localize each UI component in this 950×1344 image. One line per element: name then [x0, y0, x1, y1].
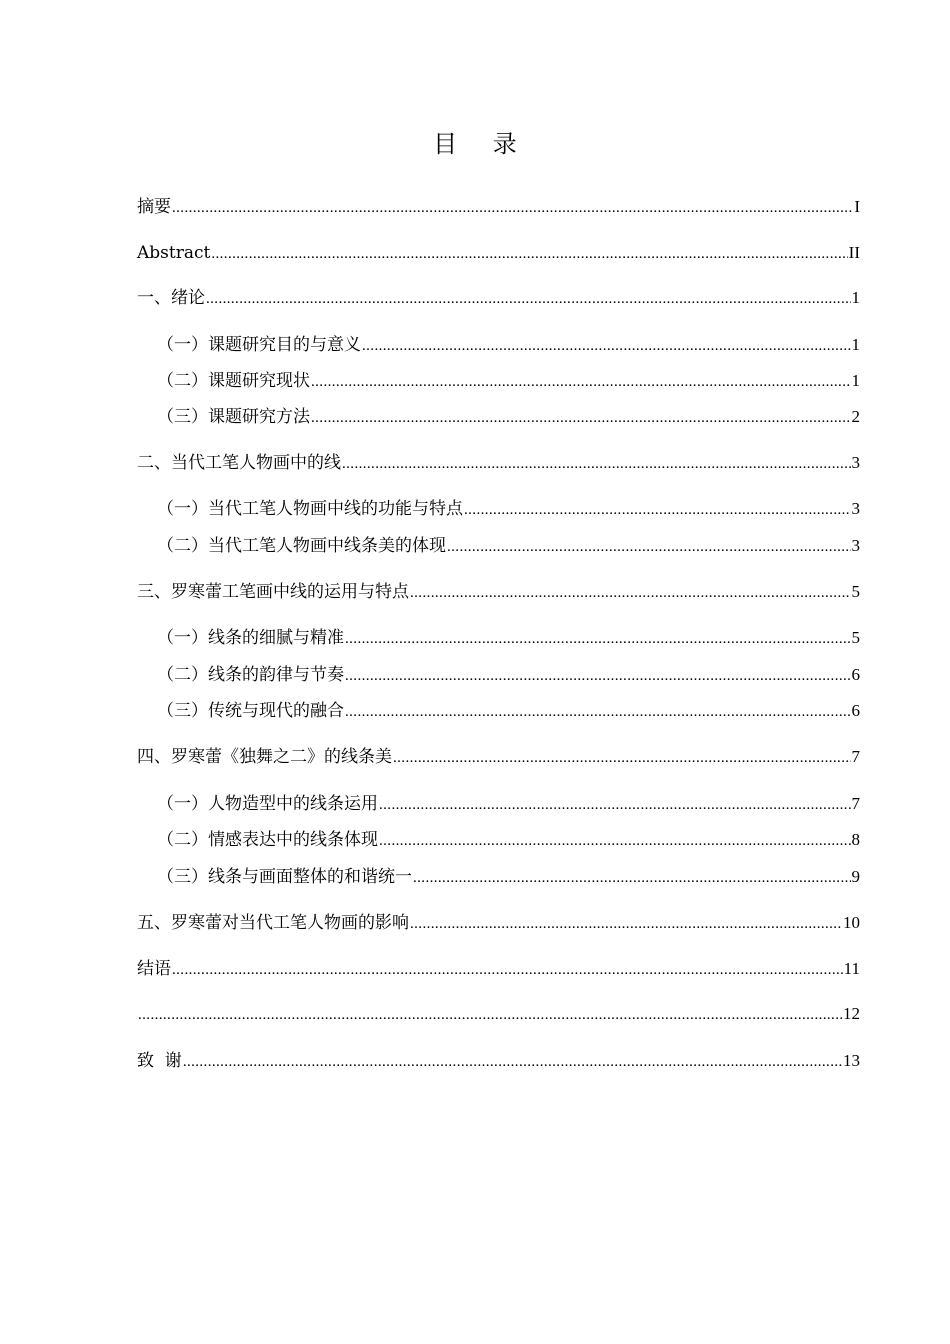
toc-entry[interactable]	[137, 957, 860, 981]
toc-entry-page: 3	[851, 536, 860, 555]
toc-entry-label: 二、当代工笔人物画中的线	[137, 453, 341, 473]
toc-entry-label: 摘要	[137, 197, 171, 217]
toc-leader-dots	[138, 1003, 842, 1027]
toc-leader-dots	[345, 700, 851, 724]
toc-subentry[interactable]	[157, 663, 860, 687]
toc-leader-dots	[410, 581, 851, 605]
toc-entry-page: II	[848, 243, 860, 262]
toc-subentry[interactable]	[157, 369, 860, 393]
toc-entry[interactable]	[137, 241, 860, 265]
toc-entry-page: 1	[851, 288, 860, 307]
toc-leader-dots	[345, 664, 851, 688]
toc-entry-label: 结语	[137, 959, 171, 979]
toc-leader-dots	[413, 866, 851, 890]
toc-entry[interactable]	[137, 1002, 860, 1026]
page-title: 目 录	[433, 130, 531, 158]
toc-leader-dots	[172, 196, 853, 220]
toc-subentry[interactable]	[157, 792, 860, 816]
toc-leader-dots	[311, 406, 851, 430]
toc-entry-page: 7	[851, 747, 860, 766]
toc-subentry[interactable]	[157, 333, 860, 357]
toc-subentry[interactable]	[157, 405, 860, 429]
toc-entry-page: 1	[851, 371, 860, 390]
toc-entry-label: Abstract	[137, 243, 211, 263]
toc-entry-page: 3	[851, 499, 860, 518]
toc-leader-dots	[342, 452, 851, 476]
toc-leader-dots	[311, 370, 851, 394]
toc-entry-page: 8	[851, 830, 860, 849]
toc-leader-dots	[410, 912, 842, 936]
toc-entry[interactable]	[137, 745, 860, 769]
toc-entry-label: （二）线条的韵律与节奏	[157, 665, 344, 685]
toc-entry-page: 1	[851, 335, 860, 354]
toc-entry-label: （一）人物造型中的线条运用	[157, 794, 378, 814]
toc-entry-page: 3	[851, 453, 860, 472]
toc-entry[interactable]	[137, 911, 860, 935]
toc-subentry[interactable]	[157, 626, 860, 650]
toc-entry-label: （三）课题研究方法	[157, 407, 310, 427]
toc-entry[interactable]	[137, 195, 860, 219]
toc-leader-dots	[393, 746, 851, 770]
toc-entry-label: （一）线条的细腻与精准	[157, 628, 344, 648]
toc-entry-page: 5	[851, 628, 860, 647]
toc-entry-page: 7	[851, 794, 860, 813]
toc-entry[interactable]	[137, 580, 860, 604]
toc-entry-label: 四、罗寒蕾《独舞之二》的线条美	[137, 747, 392, 767]
toc-entry-page: 10	[843, 913, 860, 932]
toc-entry[interactable]	[137, 286, 860, 310]
toc-leader-dots	[379, 829, 851, 853]
toc-leader-dots	[172, 958, 843, 982]
toc-subentry[interactable]	[157, 865, 860, 889]
toc-entry-label: 三、罗寒蕾工笔画中线的运用与特点	[137, 582, 409, 602]
toc-entry-label: 五、罗寒蕾对当代工笔人物画的影响	[137, 913, 409, 933]
toc-leader-dots	[362, 334, 851, 358]
toc-entry-page: 12	[843, 1004, 860, 1023]
toc-entry-page: 9	[851, 867, 860, 886]
toc-entry-page: I	[854, 197, 860, 216]
toc-leader-dots	[211, 242, 847, 266]
toc-entry-label: （三）线条与画面整体的和谐统一	[157, 867, 412, 887]
toc-entry-page: 11	[843, 959, 860, 978]
toc-entry-label: （一）课题研究目的与意义	[157, 335, 361, 355]
toc-entry-label: （三）传统与现代的融合	[157, 701, 344, 721]
toc-entry-label: （一）当代工笔人物画中线的功能与特点	[157, 499, 463, 519]
toc-subentry[interactable]	[157, 497, 860, 521]
toc-entry-label: 一、绪论	[137, 288, 205, 308]
toc-subentry[interactable]	[157, 534, 860, 558]
toc-entry[interactable]	[137, 1049, 860, 1073]
toc-leader-dots	[345, 627, 851, 651]
toc-leader-dots	[206, 287, 851, 311]
toc-entry-page: 6	[851, 701, 860, 720]
toc-entry-page: 2	[851, 407, 860, 426]
toc-entry[interactable]	[137, 451, 860, 475]
toc-entry-label: （二）当代工笔人物画中线条美的体现	[157, 536, 446, 556]
toc-leader-dots	[379, 793, 851, 817]
toc-leader-dots	[447, 535, 851, 559]
toc-entry-label: 致 谢	[137, 1051, 182, 1071]
toc-subentry[interactable]	[157, 699, 860, 723]
toc-entry-page: 6	[851, 665, 860, 684]
toc-subentry[interactable]	[157, 828, 860, 852]
toc-leader-dots	[464, 498, 851, 522]
toc-entry-page: 13	[843, 1051, 860, 1070]
toc-entry-page: 5	[851, 582, 860, 601]
toc-leader-dots	[183, 1050, 842, 1074]
toc-entry-label: （二）课题研究现状	[157, 371, 310, 391]
toc-entry-label: （二）情感表达中的线条体现	[157, 830, 378, 850]
